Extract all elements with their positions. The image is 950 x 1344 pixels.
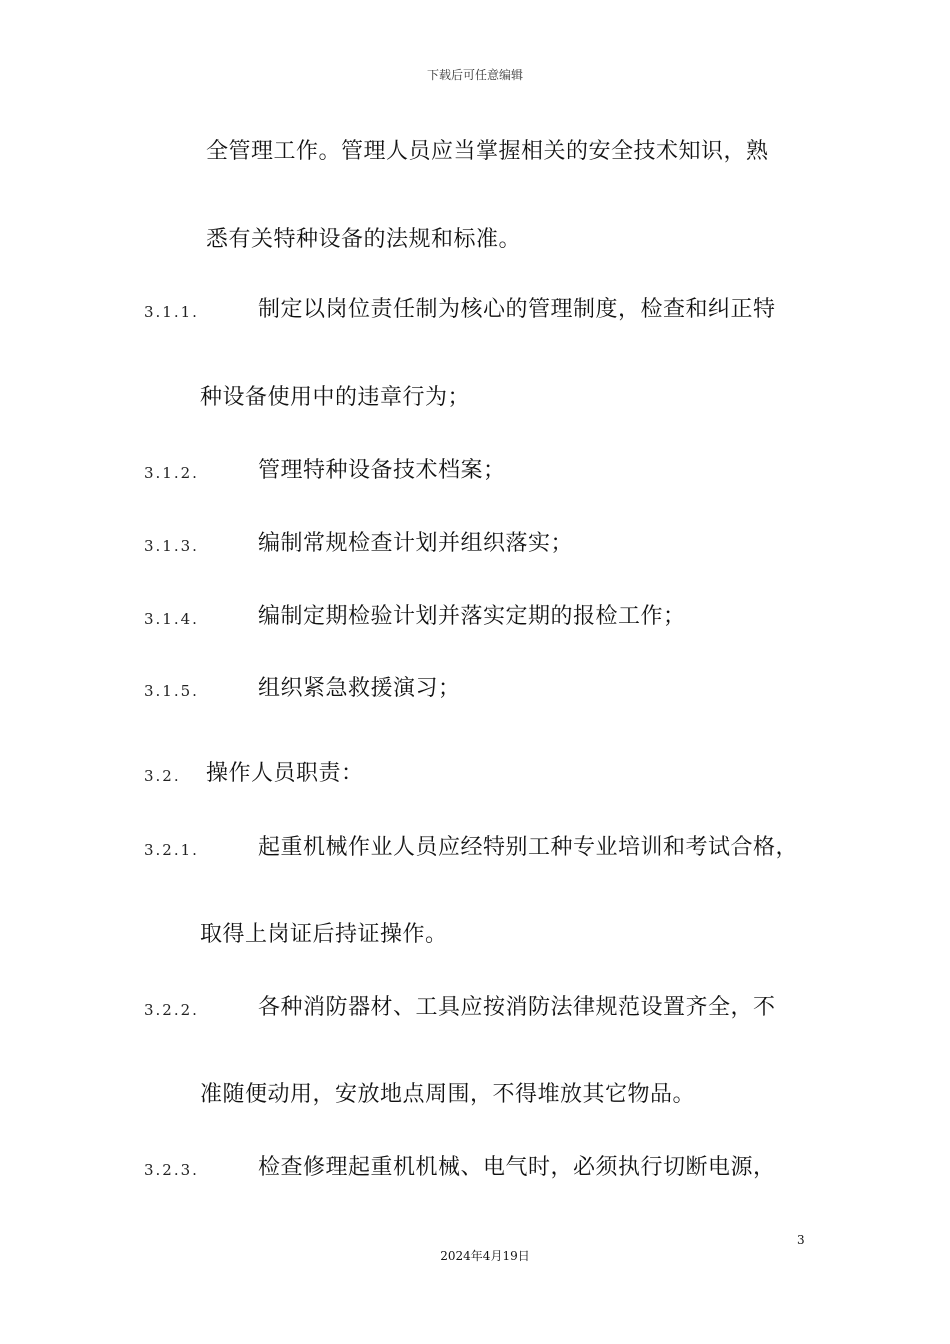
clause-number: 3.1.2. <box>144 464 199 482</box>
clause-text: 起重机械作业人员应经特别工种专业培训和考试合格， <box>258 835 799 860</box>
section-heading: 操作人员职责： <box>206 761 364 786</box>
page-number: 3 <box>797 1233 805 1247</box>
clause-text: 管理特种设备技术档案； <box>258 458 506 483</box>
section-number: 3.2. <box>144 767 181 785</box>
page-header: 下载后可任意编辑 <box>426 68 523 82</box>
clause-number: 3.1.4. <box>144 610 199 628</box>
clause-text: 组织紧急救援演习； <box>258 676 461 701</box>
clause-number: 3.2.3. <box>144 1161 199 1179</box>
paragraph-line: 悉有关特种设备的法规和标准。 <box>206 227 522 252</box>
footer-date: 2024年4月19日 <box>440 1249 530 1263</box>
clause-continuation: 种设备使用中的违章行为； <box>200 385 471 410</box>
paragraph-line: 全管理工作。管理人员应当掌握相关的安全技术知识，熟 <box>206 139 769 164</box>
clause-text: 检查修理起重机机械、电气时，必须执行切断电源， <box>258 1155 776 1180</box>
clause-text: 编制常规检查计划并组织落实； <box>258 531 574 556</box>
clause-number: 3.2.1. <box>144 841 199 859</box>
clause-number: 3.1.5. <box>144 682 199 700</box>
clause-text: 制定以岗位责任制为核心的管理制度，检查和纠正特 <box>258 297 776 322</box>
clause-continuation: 准随便动用，安放地点周围，不得堆放其它物品。 <box>200 1082 696 1107</box>
clause-continuation: 取得上岗证后持证操作。 <box>200 922 448 947</box>
clause-number: 3.1.3. <box>144 537 199 555</box>
clause-number: 3.1.1. <box>144 303 199 321</box>
clause-text: 编制定期检验计划并落实定期的报检工作； <box>258 604 686 629</box>
clause-text: 各种消防器材、工具应按消防法律规范设置齐全，不 <box>258 995 776 1020</box>
clause-number: 3.2.2. <box>144 1001 199 1019</box>
